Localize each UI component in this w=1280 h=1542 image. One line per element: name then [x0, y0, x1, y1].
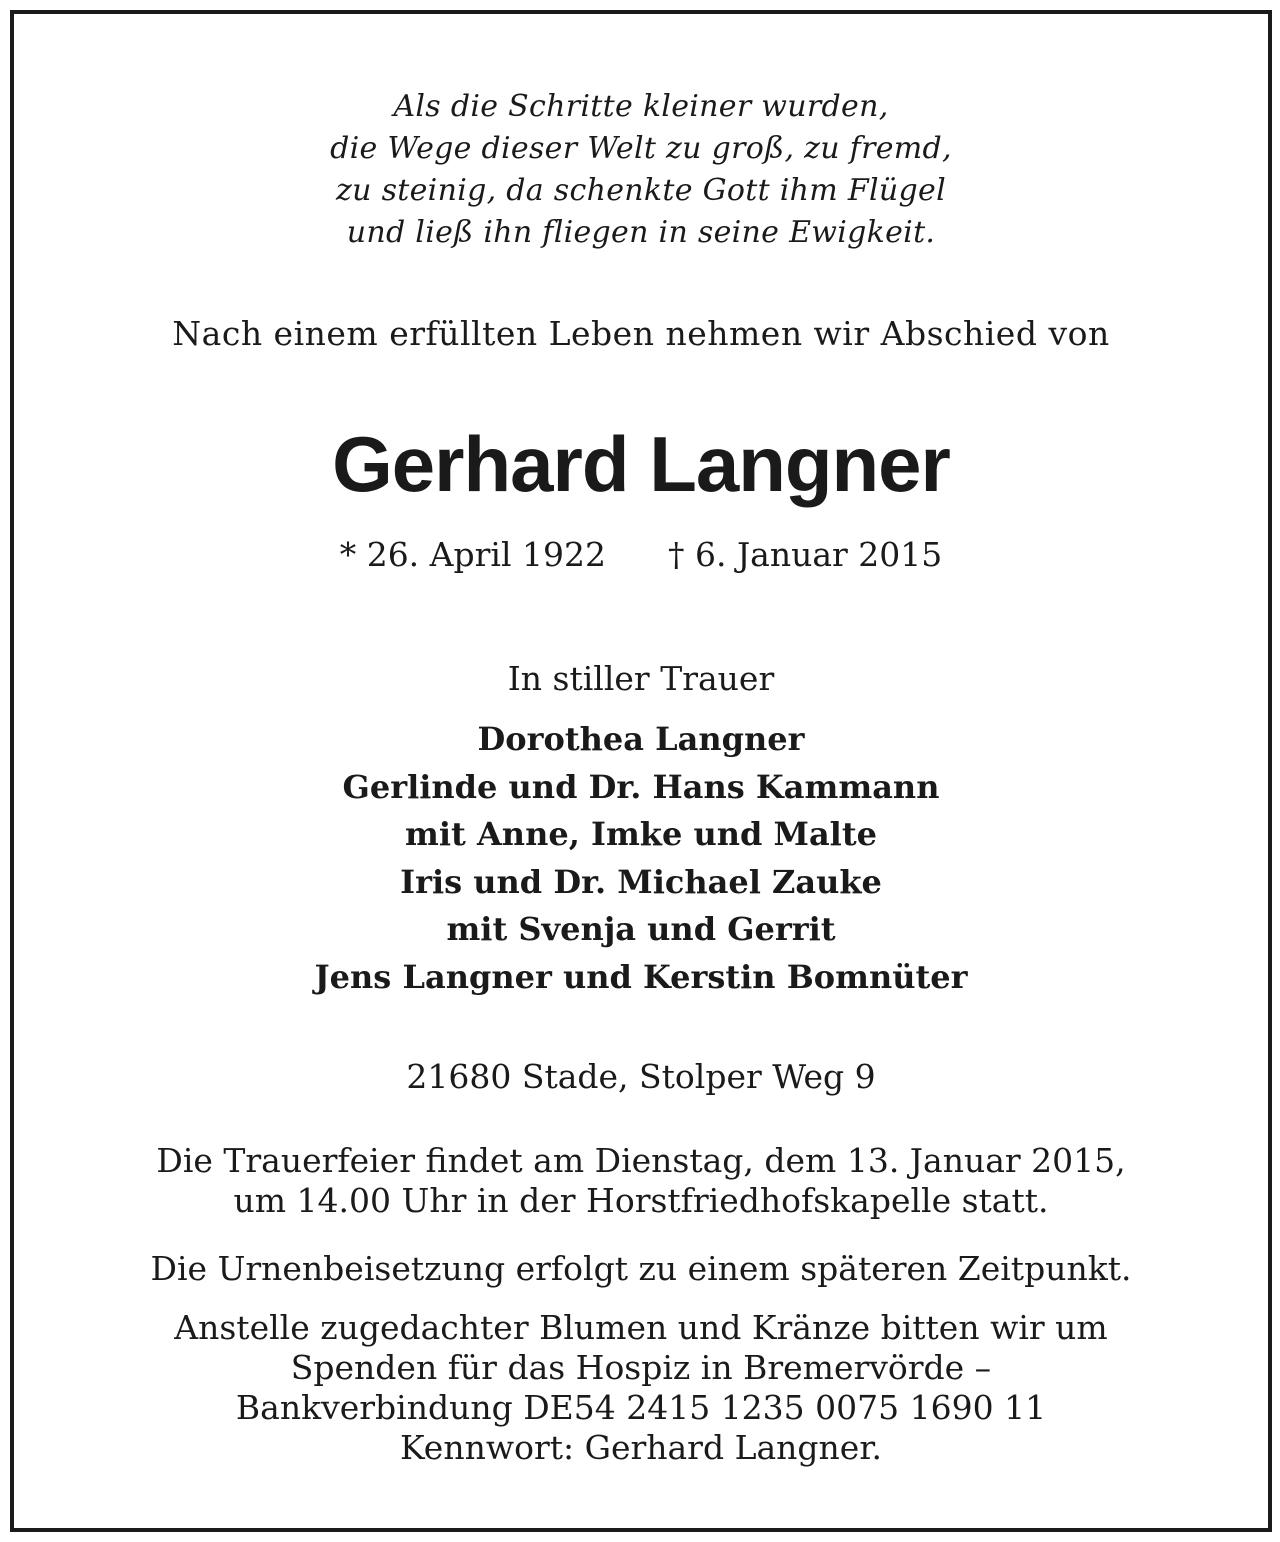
memorial-poem	[14, 86, 1268, 254]
death-date: † 6. Januar 2015	[667, 535, 943, 574]
deceased-name: Gerhard Langner	[332, 420, 950, 508]
poem-line: Als die Schritte kleiner wurden,	[393, 89, 889, 124]
mourner-line: Dorothea Langner	[477, 720, 805, 758]
ceremony-line: Die Trauerfeier findet am Dienstag, dem 13. Januar 2015,	[156, 1141, 1126, 1180]
life-dates	[14, 532, 1268, 578]
mourner-line: mit Svenja und Gerrit	[446, 910, 836, 948]
urn-burial-info: Die Urnenbeisetzung erfolgt zu einem späteren Zeitpunkt.	[150, 1249, 1132, 1288]
donation-info	[14, 1308, 1268, 1468]
funeral-ceremony-info	[14, 1141, 1268, 1221]
mourner-line: Gerlinde und Dr. Hans Kammann	[342, 767, 940, 806]
mourners-list	[14, 716, 1268, 1001]
mourning-heading: In stiller Trauer	[507, 659, 775, 698]
mourner-line: mit Anne, Imke und Malte	[405, 815, 877, 853]
poem-line: und ließ ihn fliegen in seine Ewigkeit.	[346, 215, 936, 250]
poem-line: die Wege dieser Welt zu groß, zu fremd,	[330, 131, 952, 166]
obituary-frame	[10, 10, 1272, 1532]
poem-line: zu steinig, da schenkte Gott ihm Flügel	[336, 173, 946, 208]
donation-line: Anstelle zugedachter Blumen und Kränze bitten wir um	[174, 1308, 1108, 1347]
intro-text: Nach einem erfüllten Leben nehmen wir Abschied von	[172, 314, 1110, 353]
birth-date: * 26. April 1922	[339, 535, 606, 574]
donation-line: Kennwort: Gerhard Langner.	[400, 1428, 882, 1467]
mourner-line: Jens Langner und Kerstin Bomnüter	[314, 957, 968, 996]
donation-line: Spenden für das Hospiz in Bremervörde –	[290, 1348, 992, 1387]
donation-line: Bankverbindung DE54 2415 1235 0075 1690 11	[235, 1388, 1047, 1427]
ceremony-line: um 14.00 Uhr in der Horstfriedhofskapelle statt.	[233, 1181, 1049, 1220]
mourner-line: Iris und Dr. Michael Zauke	[400, 862, 882, 901]
family-address: 21680 Stade, Stolper Weg 9	[406, 1057, 876, 1096]
